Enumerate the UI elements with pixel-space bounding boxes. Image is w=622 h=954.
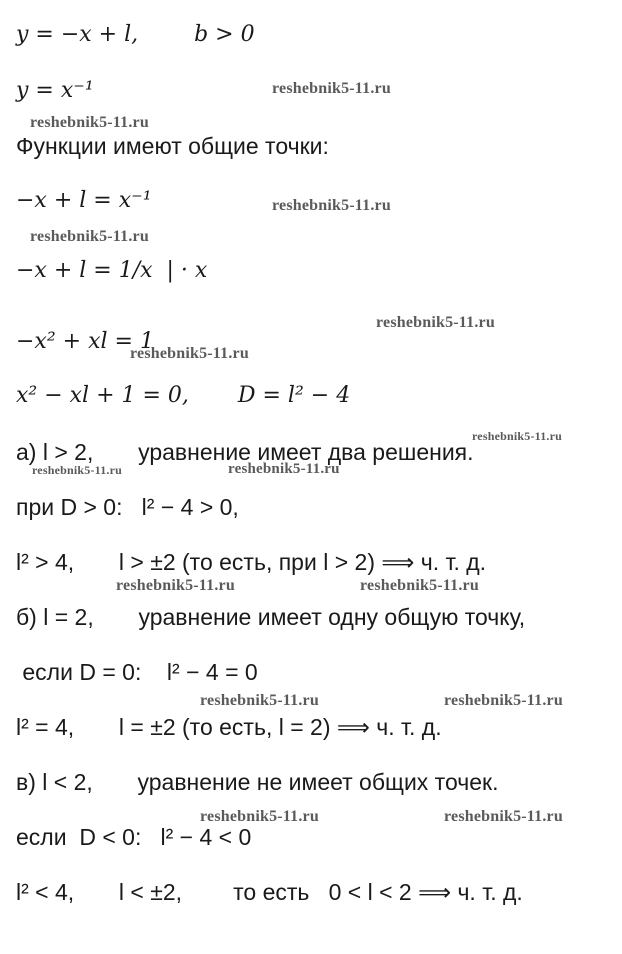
equation-line-1: y = −x + l, b > 0 — [16, 22, 255, 47]
equation-line-4: −x + l = 1/x | · x — [16, 258, 208, 283]
watermark: reshebnik5-11.ru — [272, 197, 391, 214]
case-c-condition: если D < 0: l² − 4 < 0 — [16, 824, 252, 850]
case-a-condition: при D > 0: l² − 4 > 0, — [16, 494, 239, 520]
watermark: reshebnik5-11.ru — [200, 808, 319, 825]
case-b-condition: если D = 0: l² − 4 = 0 — [16, 659, 258, 685]
watermark: reshebnik5-11.ru — [444, 692, 563, 709]
watermark: reshebnik5-11.ru — [200, 692, 319, 709]
case-a-conclusion: l² > 4, l > ±2 (то есть, при l > 2) ⟹ ч. т. д. — [16, 549, 487, 575]
watermark: reshebnik5-11.ru — [116, 577, 235, 594]
statement-common-points: Функции имеют общие точки: — [16, 133, 329, 159]
watermark: reshebnik5-11.ru — [32, 463, 122, 477]
equation-line-3: −x + l = x⁻¹ — [16, 188, 152, 213]
watermark: reshebnik5-11.ru — [376, 314, 495, 331]
equation-line-5: −x² + xl = 1 — [16, 329, 154, 354]
case-c-line: в) l < 2, уравнение не имеет общих точек. — [16, 769, 499, 795]
watermark: reshebnik5-11.ru — [30, 114, 149, 131]
case-a-line: а) l > 2, уравнение имеет два решения. — [16, 439, 474, 465]
watermark: reshebnik5-11.ru — [228, 461, 340, 477]
watermark: reshebnik5-11.ru — [444, 808, 563, 825]
discriminant-line: x² − xl + 1 = 0, D = l² − 4 — [16, 383, 351, 408]
watermark: reshebnik5-11.ru — [30, 228, 149, 245]
case-b-line: б) l = 2, уравнение имеет одну общую точку, — [16, 604, 526, 630]
equation-line-2: y = x⁻¹ — [16, 78, 94, 103]
watermark: reshebnik5-11.ru — [130, 345, 249, 362]
case-b-conclusion: l² = 4, l = ±2 (то есть, l = 2) ⟹ ч. т. д. — [16, 714, 442, 740]
watermark: reshebnik5-11.ru — [360, 577, 479, 594]
case-c-conclusion: l² < 4, l < ±2, то есть 0 < l < 2 ⟹ ч. т. д. — [16, 879, 523, 905]
watermark: reshebnik5-11.ru — [472, 429, 562, 443]
watermark: reshebnik5-11.ru — [272, 80, 391, 97]
